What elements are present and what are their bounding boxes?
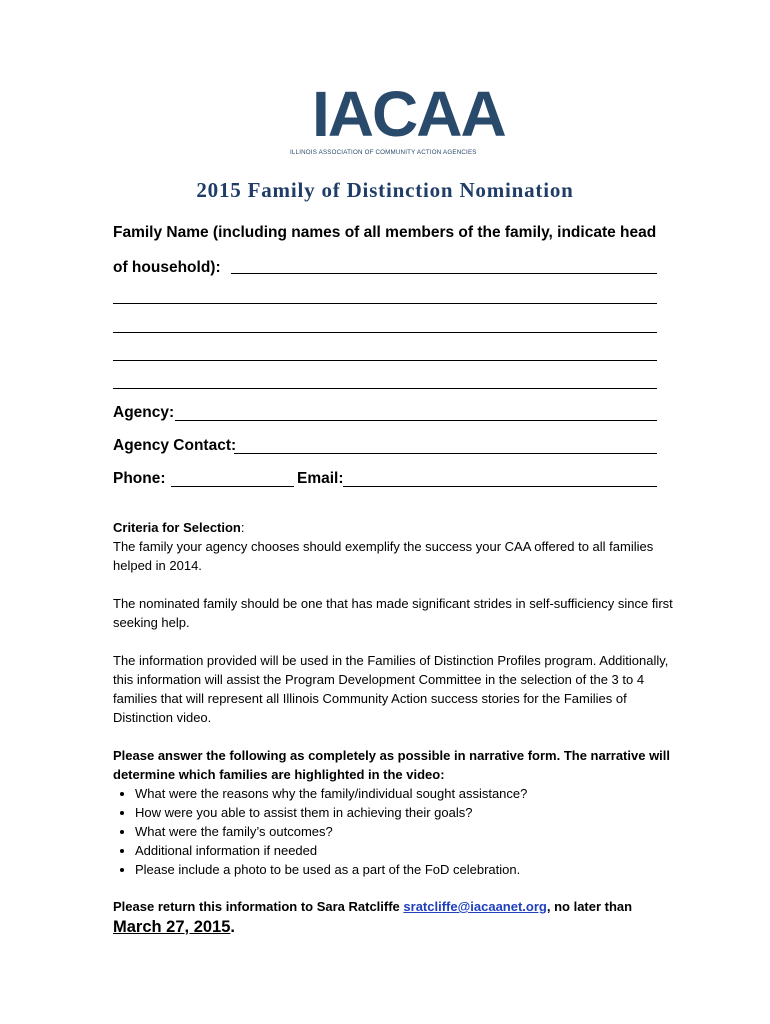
deadline-line xyxy=(113,918,673,937)
email-label: Email: xyxy=(297,470,344,487)
instructions-section xyxy=(113,746,673,879)
return-section xyxy=(113,897,673,937)
iacaa-logo xyxy=(290,78,505,160)
list-item: • How were you able to assist them in achieving their goals? xyxy=(135,803,673,822)
family-name-label-line2: of household): xyxy=(113,259,221,276)
return-line xyxy=(113,897,673,916)
criteria-heading: Criteria for Selection xyxy=(113,520,241,535)
phone-field-line[interactable] xyxy=(171,486,294,487)
agency-contact-field-line[interactable] xyxy=(234,453,657,454)
logo-wordmark: IACAA xyxy=(312,78,505,150)
family-name-line-2[interactable] xyxy=(113,303,657,304)
phone-label: Phone: xyxy=(113,470,166,487)
list-item: • Additional information if needed xyxy=(135,841,673,860)
list-item: • Please include a photo to be used as a part of the FoD celebration. xyxy=(135,860,673,879)
family-name-line-1[interactable] xyxy=(231,273,657,274)
criteria-heading-line xyxy=(113,518,673,537)
page-title: 2015 Family of Distinction Nomination xyxy=(196,178,574,202)
instructions-intro: Please answer the following as completely as possible in narrative form. The narrative will determine which families are highlighted in the video: xyxy=(113,748,671,782)
list-item: • What were the family’s outcomes? xyxy=(135,822,673,841)
return-email-link[interactable]: sratcliffe@iacaanet.org xyxy=(403,899,547,914)
deadline-period: . xyxy=(230,918,236,936)
criteria-paragraph-3: The information provided will be used in the Families of Distinction Profiles program. Additionally, this information will assist the Program Development Committee in the selection of the 3 to 4 families that will represent all Illinois Community Action success stories for the Families of Distinction video. xyxy=(113,653,669,725)
family-name-label-line1: Family Name (including names of all members of the family, indicate head xyxy=(113,224,657,241)
email-field-line[interactable] xyxy=(343,486,657,487)
criteria-paragraph-1: The family your agency chooses should exemplify the success your CAA offered to all families helped in 2014. xyxy=(113,539,654,573)
family-name-line-4[interactable] xyxy=(113,360,657,361)
family-name-line-3[interactable] xyxy=(113,332,657,333)
return-suffix: , no later than xyxy=(546,899,633,914)
agency-label: Agency: xyxy=(113,404,175,421)
instructions-list xyxy=(113,784,673,879)
criteria-paragraph-2: The nominated family should be one that has made significant strides in self-sufficiency since first seeking help. xyxy=(113,596,673,630)
logo-subtitle: ILLINOIS ASSOCIATION OF COMMUNITY ACTION AGENCIES xyxy=(290,149,477,156)
family-name-line-5[interactable] xyxy=(113,388,657,389)
list-item: • What were the reasons why the family/individual sought assistance? xyxy=(135,784,673,803)
deadline-date: March 27, 2015 xyxy=(113,918,231,936)
agency-contact-label: Agency Contact: xyxy=(113,437,237,454)
criteria-heading-colon: : xyxy=(240,520,245,535)
agency-field-line[interactable] xyxy=(175,420,657,421)
return-prefix: Please return this information to Sara Ratcliffe xyxy=(113,899,404,914)
criteria-section xyxy=(113,518,673,727)
